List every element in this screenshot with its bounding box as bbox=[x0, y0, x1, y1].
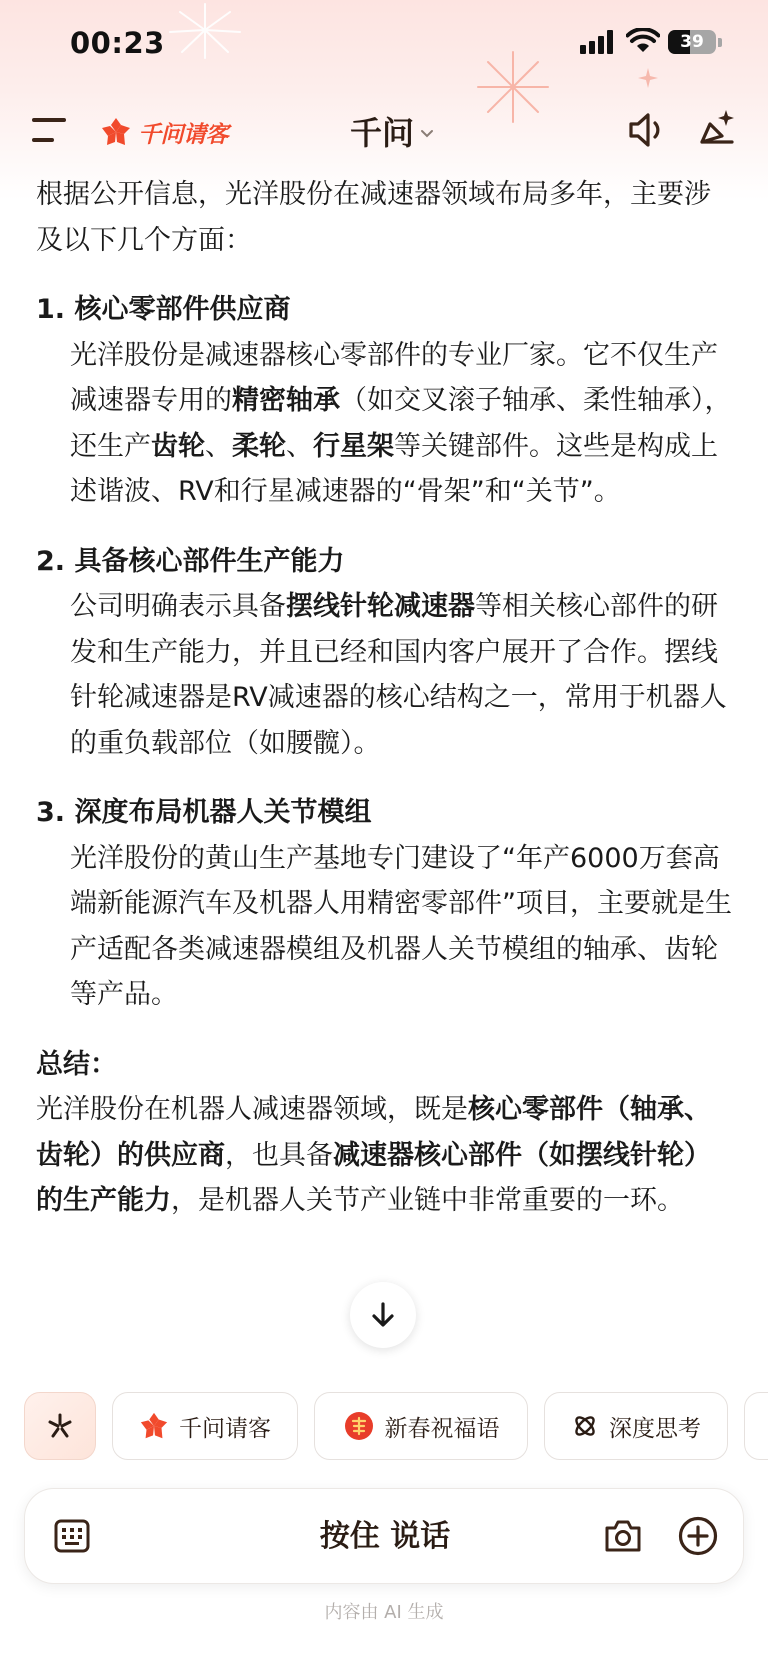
item-body bbox=[36, 836, 736, 1018]
item-heading: 2. 具备核心部件生产能力 bbox=[36, 545, 345, 577]
summary-bold-text: 核心零部件（轴承、齿轮）的供应商 bbox=[36, 1094, 711, 1171]
deep-think-icon bbox=[571, 1412, 599, 1440]
chip-qianwen-treat[interactable] bbox=[112, 1392, 298, 1460]
brand-logo-icon bbox=[100, 116, 132, 148]
item-heading: 3. 深度布局机器人关节模组 bbox=[36, 797, 372, 828]
item-bold-text: 摆线针轮减速器 bbox=[286, 591, 475, 622]
item-body bbox=[36, 584, 736, 766]
status-bar bbox=[0, 0, 768, 86]
summary-text: 光洋股份在机器人减速器领域，既是 bbox=[36, 1094, 468, 1125]
item-text: 光洋股份是减速器核心零部件的专业厂家。它不仅生产减速器专用的 bbox=[70, 339, 718, 416]
item-text: 、 bbox=[205, 430, 232, 462]
summary-text: ，是机器人关节产业链中非常重要的一环。 bbox=[171, 1185, 684, 1216]
summary-text: ，也具备 bbox=[225, 1139, 333, 1171]
speaker-icon[interactable] bbox=[626, 110, 666, 150]
chip-new-year-greetings[interactable] bbox=[314, 1392, 528, 1460]
new-chat-icon[interactable] bbox=[696, 106, 740, 150]
item-bold-text: 柔轮 bbox=[232, 430, 286, 462]
chip-deep-thinking[interactable] bbox=[544, 1392, 728, 1460]
app-header bbox=[0, 96, 768, 166]
item-bold-text: 精密轴承 bbox=[232, 385, 340, 416]
item-heading: 1. 核心零部件供应商 bbox=[36, 294, 291, 325]
item-text: 等关键部件。这些是构成上述谐波、RV和行星减速器的“骨架”和“关节”。 bbox=[70, 430, 718, 507]
spark-icon bbox=[46, 1412, 74, 1440]
summary-bold-text: 减速器核心部件（如摆线针轮）的生产能力 bbox=[36, 1139, 711, 1216]
ai-spark-chip[interactable] bbox=[24, 1392, 96, 1460]
chip-label: 深度思考 bbox=[609, 1415, 701, 1442]
chip-label: 新春祝福语 bbox=[384, 1415, 500, 1442]
voice-input-bar bbox=[24, 1488, 744, 1584]
brand-name: 千问请客 bbox=[138, 121, 228, 148]
camera-icon[interactable] bbox=[603, 1517, 643, 1555]
page-title: 千问 bbox=[350, 114, 415, 152]
item-bold-text: 齿轮 bbox=[151, 430, 205, 462]
fu-blessing-icon bbox=[343, 1410, 375, 1442]
scroll-down-button[interactable] bbox=[350, 1282, 416, 1348]
brand-promo[interactable] bbox=[100, 114, 228, 150]
summary-heading: 总结： bbox=[36, 1048, 117, 1080]
battery-tip bbox=[718, 38, 722, 47]
chip-label: 千问请客 bbox=[179, 1415, 271, 1442]
battery-indicator bbox=[668, 30, 716, 54]
keyboard-icon[interactable] bbox=[53, 1517, 91, 1555]
battery-level: 39 bbox=[680, 32, 704, 52]
chat-response bbox=[36, 172, 736, 1224]
hold-to-talk-button[interactable]: 按住 说话 bbox=[319, 1519, 451, 1554]
item-text: 公司明确表示具备 bbox=[70, 591, 286, 622]
cellular-signal-icon bbox=[580, 30, 616, 54]
item-text: （如交叉滚子轴承、柔性轴承），还生产 bbox=[70, 385, 732, 462]
wifi-icon bbox=[626, 28, 660, 54]
chevron-down-icon bbox=[420, 129, 434, 139]
item-body bbox=[36, 333, 736, 515]
ai-disclaimer: 内容由 AI 生成 bbox=[324, 1602, 444, 1623]
plus-icon[interactable] bbox=[677, 1515, 719, 1557]
summary-body bbox=[36, 1087, 736, 1224]
item-text: 光洋股份的黄山生产基地专门建设了“年产6000万套高端新能源汽车及机器人用精密零部件”项目，主要就是生产适配各类减速器模组及机器人关节模组的轴承、齿轮等产品。 bbox=[70, 842, 732, 1010]
status-time: 00:23 bbox=[70, 26, 165, 60]
model-selector[interactable] bbox=[350, 108, 434, 154]
brand-logo-icon bbox=[139, 1411, 169, 1441]
intro-text: 根据公开信息，光洋股份在减速器领域布局多年，主要涉及以下几个方面： bbox=[36, 179, 711, 256]
arrow-down-icon bbox=[368, 1300, 398, 1330]
menu-icon[interactable] bbox=[32, 116, 68, 144]
item-text: 、 bbox=[286, 430, 313, 462]
item-text: 等相关核心部件的研发和生产能力，并且已经和国内客户展开了合作。摆线针轮减速器是RV减速器的核心结构之一，常用于机器人的重负载部位（如腰髋）。 bbox=[70, 591, 727, 759]
item-bold-text: 行星架 bbox=[313, 430, 394, 462]
chip-more[interactable] bbox=[744, 1392, 768, 1460]
quick-action-chips bbox=[0, 1392, 768, 1462]
